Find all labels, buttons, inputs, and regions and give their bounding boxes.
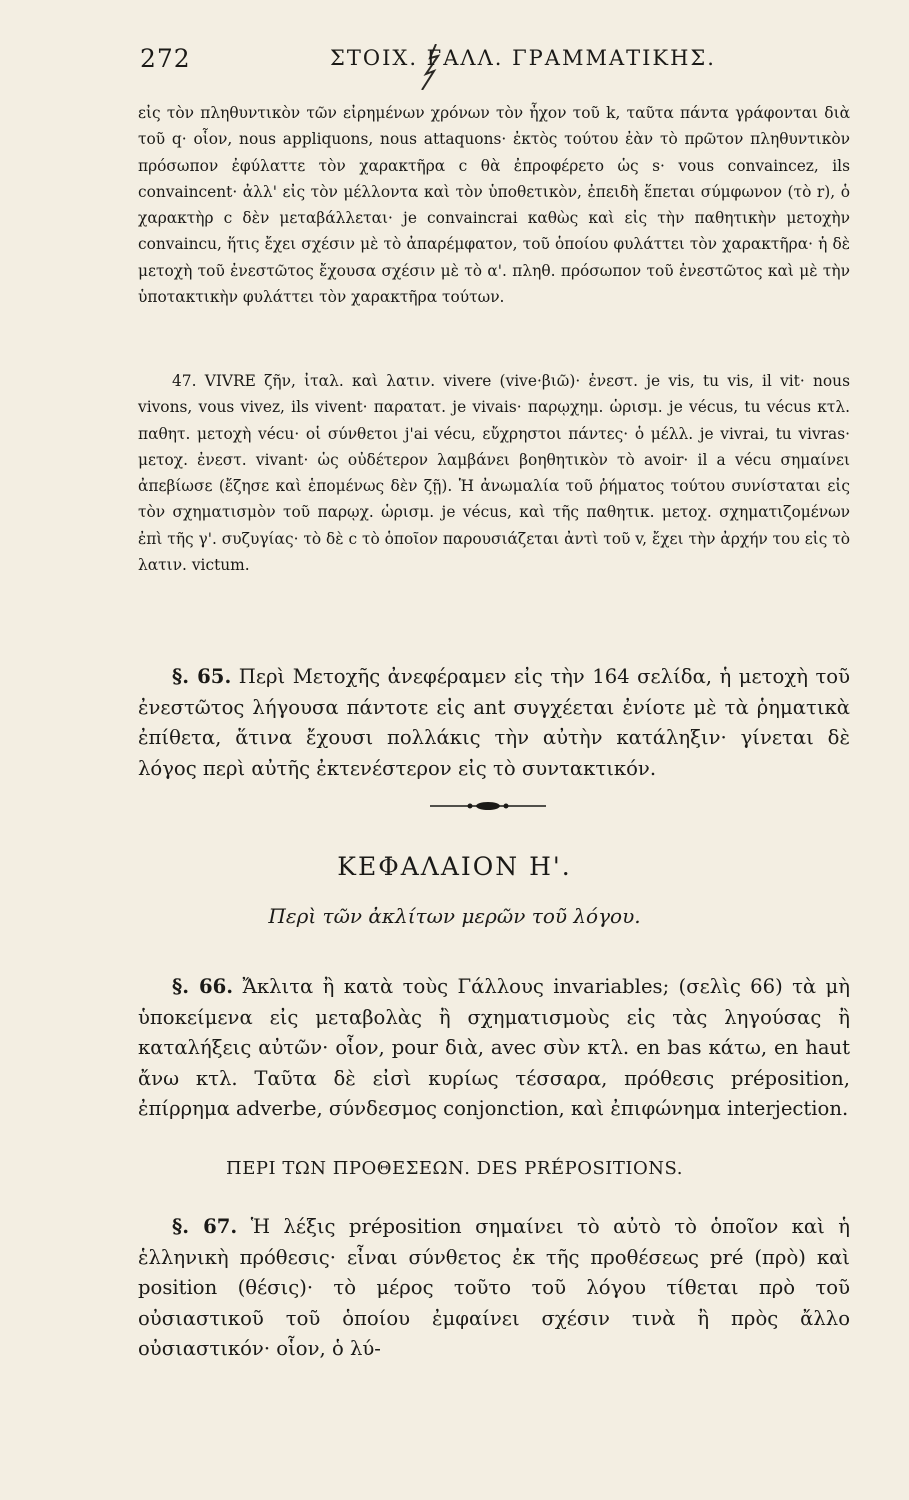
section-number: §. 65. <box>172 665 232 688</box>
ornamental-divider <box>430 796 546 816</box>
section-text: Ἡ λέξις préposition σημαίνει τὸ αὐτὸ τὸ ὁποῖον καὶ ἡ ἑλληνικὴ πρόθεσις· εἶναι σύνθετος ἐκ τῆς προθέσεως pré (πρὸ) καὶ position (θέσις)· τὸ μέρος τοῦτο τοῦ λόγου τίθεται πρὸ τοῦ οὐσιαστικοῦ τοῦ ὁποίου ἐμφαίνει σχέσιν τινὰ ἢ πρὸς ἄλλο οὐσιαστικόν· οἷον, ὁ λύ- <box>138 1215 850 1360</box>
section-text: Ἄκλιτα ἢ κατὰ τοὺς Γάλλους invariables; (σελὶς 66) τὰ μὴ ὑποκείμενα εἰς μεταβολὰς ἢ σχηματισμοὺς εἰς τὰς ληγούσας ἢ καταλήξεις αὐτῶν· οἷον, pour διὰ, avec σὺν κτλ. en bas κάτω, en haut ἄνω κτλ. Ταῦτα δὲ εἰσὶ κυρίως τέσσαρα, πρόθεσις préposition, ἐπίρρημα adverbe, σύνδεσμος conjonction, καὶ ἐπιφώνημα interjection. <box>138 975 850 1120</box>
page-number: 272 <box>140 44 191 73</box>
section-66 <box>138 972 850 1125</box>
paragraph-text: εἰς τὸν πληθυντικὸν τῶν εἰρημένων χρόνων τὸν ἦχον τοῦ k, ταῦτα πάντα γράφονται διὰ τοῦ q· οἷον, nous appliquons, nous attaquons· ἐκτὸς τούτου ἐὰν τὸ πρῶτον πληθυντικὸν πρόσωπον ἐφύλαττε τὸν χαρακτῆρα c θὰ ἐπροφέρετο ὡς s· vous convaincez, ils convaincent· ἀλλ' εἰς τὸν μέλλοντα καὶ τὸν ὑποθετικὸν, ἐπειδὴ ἕπεται σύμφωνον (τὸ r), ὁ χαρακτὴρ c δὲν μεταβάλλεται· je convaincrai καθὼς καὶ εἰς τὴν παθητικὴν μετοχὴν convaincu, ἥτις ἔχει σχέσιν μὲ τὸ ἀπαρέμφατον, τοῦ ὁποίου φυλάττει τὸν χαρακτῆρα· ἡ δὲ μετοχὴ τοῦ ἐνεστῶτος ἔχουσα σχέσιν μὲ τὸ α'. πληθ. πρόσωπον τοῦ ἐνεστῶτος καὶ μὲ τὴν ὑποτακτικὴν φυλάττει τὸν χαρακτῆρα τούτων. <box>138 104 850 307</box>
section-number: §. 67. <box>172 1215 238 1238</box>
paragraph-text: 47. VIVRE ζῆν, ἰταλ. καὶ λατιν. vivere (vive·βιῶ)· ἐνεστ. je vis, tu vis, il vit· nous vivons, vous vivez, ils vivent· παρατατ. je vivais· παρῳχημ. ὡρισμ. je vécus, tu vécus κτλ. παθητ. μετοχὴ vécu· οἱ σύνθετοι j'ai vécu, εὔχρηστοι πάντες· ὁ μέλλ. je vivrai, tu vivras· μετοχ. ἐνεστ. vivant· ὡς οὐδέτερον λαμβάνει βοηθητικὸν τὸ avoir· il a vécu σημαίνει ἀπεβίωσε (ἔζησε καὶ ἑπομένως δὲν ζῇ). Ἡ ἀνωμαλία τοῦ ῥήματος τούτου συνίσταται εἰς τὸν σχηματισμὸν τοῦ παρῳχ. ὡρισμ. je vécus, καὶ τῆς παθητικ. μετοχ. σχηματιζομένων ἐπὶ τῆς γ'. συζυγίας· τὸ δὲ c τὸ ὁποῖον παρουσιάζεται ἀντὶ τοῦ v, ἔχει τὴν ἀρχήν του εἰς τὸ λατιν. victum. <box>138 372 850 575</box>
chapter-subtitle: Περὶ τῶν ἀκλίτων μερῶν τοῦ λόγου. <box>268 904 641 928</box>
section-65 <box>138 662 850 784</box>
paragraph-47 <box>138 368 850 578</box>
subheading: ΠΕΡΙ ΤΩΝ ΠΡΟΘΕΣΕΩΝ. DES PRÉPOSITIONS. <box>226 1158 683 1179</box>
section-text: Περὶ Μετοχῆς ἀνεφέραμεν εἰς τὴν 164 σελίδα, ἡ μετοχὴ τοῦ ἐνεστῶτος λήγουσα πάντοτε εἰς ant συγχέεται ἐνίοτε μὲ τὰ ῥηματικὰ ἐπίθετα, ἅτινα ἔχουσι πολλάκις τὴν αὐτὴν κατάληξιν· γίνεται δὲ λόγος περὶ αὐτῆς ἐκτενέστερον εἰς τὸ συντακτικόν. <box>138 665 850 780</box>
page-header <box>140 44 839 80</box>
section-number: §. 66. <box>172 975 234 998</box>
chapter-title: ΚΕΦΑΛΑΙΟΝ Η'. <box>337 852 572 881</box>
running-title: ΣΤΟΙΧ. ΓΑΛΛ. ΓΡΑΜΜΑΤΙΚΗΣ. <box>330 46 716 70</box>
paragraph-continued <box>138 100 850 310</box>
section-67 <box>138 1212 850 1365</box>
